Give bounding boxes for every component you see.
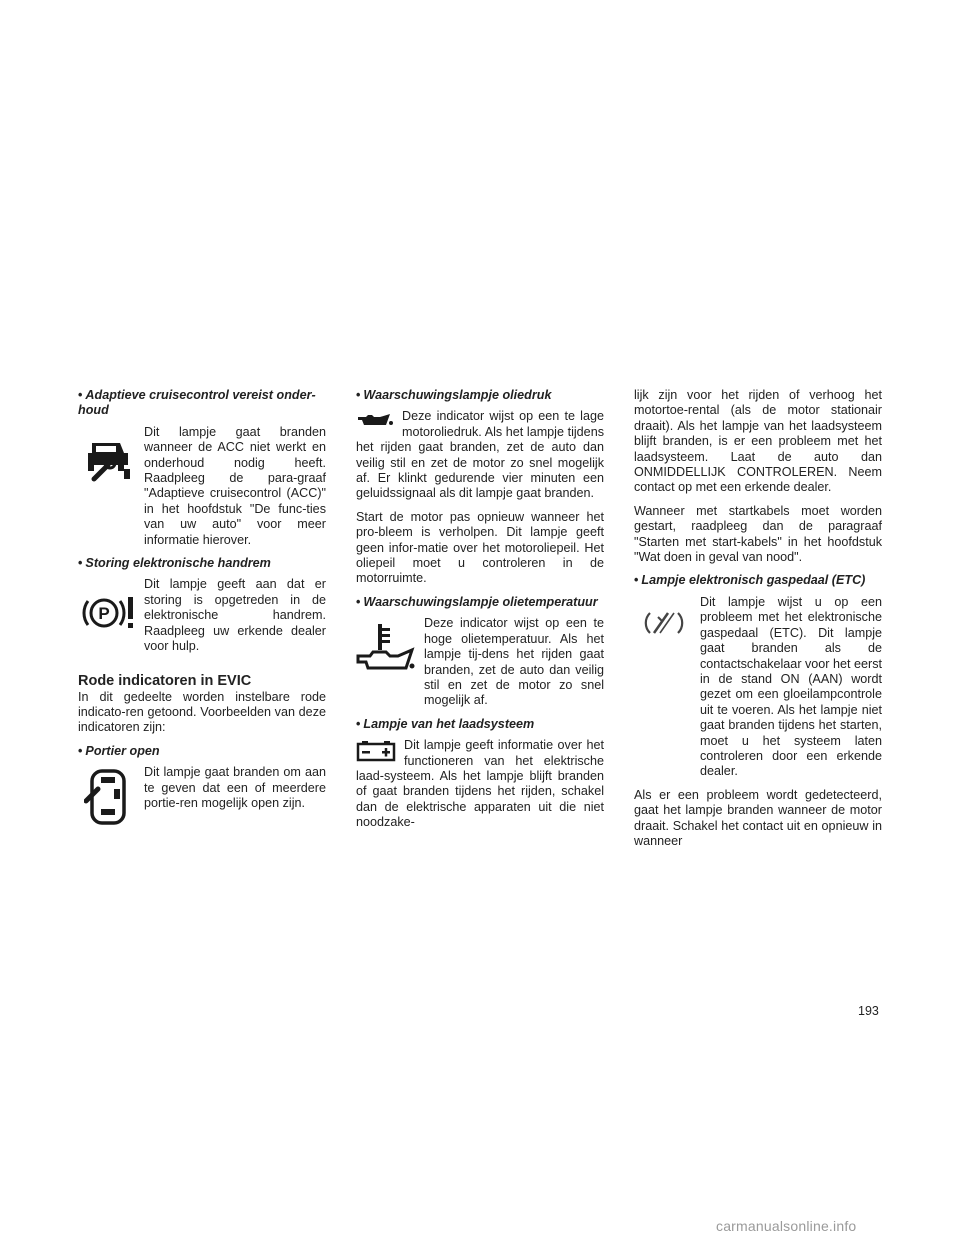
page-number: 193 [858, 1004, 879, 1018]
door-heading: • Portier open [78, 743, 160, 758]
charge-heading: • Lampje van het laadsysteem [356, 716, 535, 731]
oil-heading: • Waarschuwingslampje oliedruk [356, 388, 552, 402]
door-open-icon [84, 769, 132, 825]
etc-throttle-icon [644, 603, 684, 643]
brake-heading: • Storing elektronische handrem [78, 556, 271, 571]
acc-text: Dit lampje gaat branden wanneer de ACC niet werkt en onderhoud nodig heeft. Raadpleeg de para-graaf "Adaptieve cruisecontrol (ACC)" in het hoofdstuk "De func-ties van uw auto" voor meer informatie hierover. [144, 424, 326, 547]
jump-start-text: Wanneer met startkabels moet worden gestart, raadpleeg dan de paragraaf "Starten met start-kabels" in het hoofdstuk "Wat doen in geval van nood". [634, 503, 882, 565]
temp-text: Deze indicator wijst op een te hoge olietemperatuur. Als het lampje tij-dens het rijden gaat branden, zet de auto dan veilig stil en zet de motor zo snel mogelijk af. [424, 616, 604, 708]
temp-heading: • Waarschuwingslampje olietemperatuur [356, 594, 598, 609]
charge-text: Dit lampje geeft informatie over het functioneren van het elektrische laad-systeem. Als het lampje blijft branden of gaat branden tijdens het rijden, schakel dan de elektrische apparaten uit die niet noodzake- [356, 738, 604, 830]
oil-text: Deze indicator wijst op een te lage motoroliedruk. Als het lampje tijdens het rijden gaat branden, zet de auto dan veilig stil en zet de motor zo snel mogelijk af. Er klinkt gedurende vier minuten een geluidssignaal als dit lampje gaat branden. [356, 409, 604, 501]
oil-pressure-icon [356, 411, 394, 429]
oil-temperature-icon [356, 622, 416, 680]
column-right [634, 388, 882, 857]
battery-icon [356, 740, 396, 762]
oil-text-2: Start de motor pas opnieuw wanneer het pro-bleem is verholpen. Dit lampje geeft geen infor-matie over het motoroliepeil. Het oliepeil moet u controleren in de motorruimte. [356, 509, 604, 586]
section-intro: In dit gedeelte worden instelbare rode indicato-ren getoond. Voorbeelden van deze indicatoren zijn: [78, 689, 326, 735]
footer-watermark: carmanualsonline.info [716, 1218, 857, 1234]
brake-text: Dit lampje geeft aan dat er storing is opgetreden in de elektronische handrem. Raadpleeg uw erkende dealer voor hulp. [144, 577, 326, 654]
column-middle [356, 388, 604, 839]
svg-text:P: P [98, 604, 110, 624]
etc-text-2: Als er een probleem wordt gedetecteerd, gaat het lampje branden wanneer de motor draait. Schakel het contact uit en opnieuw in wanneer [634, 787, 882, 848]
parking-brake-fault-icon [82, 591, 136, 635]
etc-text: Dit lampje wijst u op een probleem met het elektronische gaspedaal (ETC). Dit lampje gaat branden als de contactschakelaar voor het eerst in de stand ON (AAN) wordt gezet om een gloeilampcontrole uit te voeren. Als het lampje niet gaat branden tijdens het starten, moet u het systeem laten controleren door een erkende dealer. [700, 594, 883, 779]
etc-heading: • Lampje elektronisch gaspedaal (ETC) [634, 573, 866, 588]
column-left [78, 388, 326, 827]
section-heading: Rode indicatoren in EVIC [78, 672, 252, 689]
door-text: Dit lampje gaat branden om aan te geven dat een of meerdere portie-ren mogelijk open zijn. [144, 765, 326, 810]
charge-text-cont: lijk zijn voor het rijden of verhoog het motortoe-rental (als de motor stationair draait). Als het lampje van het laadsysteem blijft branden, is er een probleem met het laadsysteem. Laat de auto dan ONMIDDELLIJK CONTROLEREN. Neem contact op met een erkende dealer. [634, 388, 882, 495]
acc-service-icon [84, 439, 134, 483]
acc-heading: • Adaptieve cruisecontrol vereist onder-houd [78, 388, 316, 418]
